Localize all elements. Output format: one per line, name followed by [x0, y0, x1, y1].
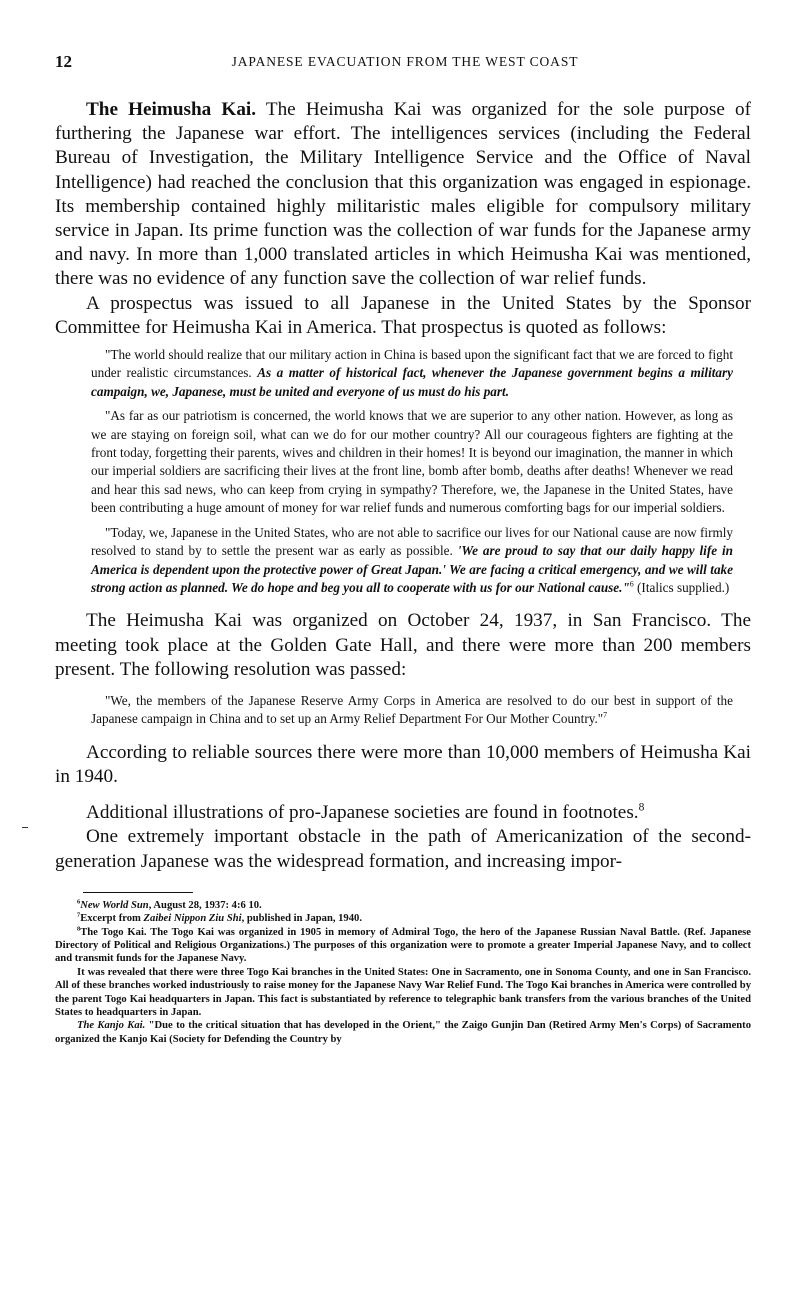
quote-paragraph [91, 524, 733, 598]
footnote-8 [55, 926, 751, 966]
paragraph-text: The Heimusha Kai was organized for the sole purpose of furthering the Japanese war effort. The intelligences services (including the Federal Bureau of Investigation, the Military Intelligence Service and the Office of Naval Intelligence) had reached the conclusion that this organization was engaged in espionage. Its membership contained highly militaristic males eligible for compulsory military service in Japan. Its prime function was the collection of war funds for the Japanese army and navy. In more than 1,000 translated articles in which Heimusha Kai was mentioned, there was no evidence of any function save the collection of war relief funds. [55, 99, 751, 290]
footnote-text: "Due to the critical situation that has developed in the Orient," the Zaigo Gunjin Dan (Retired Army Men's Corps) of Sacramento organized the Kanjo Kai (Society for Defending the Country by [55, 1020, 751, 1045]
paragraph-obstacle: One extremely important obstacle in the path of Americanization of the second-generation Japanese was the widespread formation, and increasing impor- [55, 826, 751, 872]
footnote-text: , published in Japan, 1940. [241, 913, 362, 925]
margin-mark [22, 827, 28, 828]
footnote-mark: 6 [77, 898, 81, 906]
quote-italic-text: 'We are proud to say that our daily happy life in America is dependent upon the protective power of Great Japan.' We are facing a critical emergency, and we will take strong action as planned. We do hope and beg you all to cooperate with us for our National cause." [91, 543, 733, 595]
paragraph-organization: The Heimusha Kai was organized on October 24, 1937, in San Francisco. The meeting took place at the Golden Gate Hall, and there were more than 200 members present. The following resolution was passed: [55, 610, 751, 680]
footnote-mark: 7 [77, 911, 81, 919]
quote-text: "The world should realize that our military action in China is based upon the significant fact that we are forced to fight under realistic circumstances. [91, 347, 733, 381]
footnote-text: The Togo Kai. The Togo Kai was organized in 1905 in memory of Admiral Togo, the hero of the Japanese Russian Naval Battle. (Ref. Japanese Directory of Political and Religious Organizations.) The purposes of this organization were to promote a greater Imperial Japanese Navy, and to collect and transmit funds for the Japanese Navy. [55, 926, 751, 965]
quote-paragraph: "As far as our patriotism is concerned, the world knows that we are superior to any other nation. However, as long as we are staying on foreign soil, what can we do for our mother country? All our courageous fighters are fighting at the front today, forgetting their parents, wives and children in their homes! It is beyond our imagination, the manner in which our imperial soldiers are sacrificing their lives at the front line, bomb after bomb, deaths after deaths! Whenever we read and hear this sad news, who can keep from crying in sympathy? Therefore, we, the Japanese in the United States, have been contributing a huge amount of money for war relief funds and numerous comforting bags for our imperial soldiers. [91, 408, 733, 516]
running-head: JAPANESE EVACUATION FROM THE WEST COAST [231, 54, 579, 69]
footnote-ref: 8 [638, 801, 645, 814]
page-body [55, 98, 751, 1046]
footnote-mark: 8 [77, 925, 81, 933]
paragraph-text: Additional illustrations of pro-Japanese societies are found in footnotes. [86, 802, 639, 824]
footnote-title: The Kanjo Kai. [77, 1020, 146, 1032]
footnote-7 [55, 912, 751, 925]
footnote-ref: 6 [629, 579, 634, 589]
quote-text: "Today, we, Japanese in the United States, who are not able to sacrifice our lives for our National cause are now firmly resolved to stand by to settle the present war as early as possible. [91, 524, 733, 559]
paragraph-prospectus: A prospectus was issued to all Japanese in the United States by the Sponsor Committee for Heimusha Kai in America. That prospectus is quoted as follows: [55, 292, 751, 338]
paragraph-additional [55, 801, 751, 825]
footnotes [55, 888, 751, 1046]
footnote-8-kanjo-kai [55, 1019, 751, 1046]
footnote-ref: 7 [603, 710, 608, 720]
quote-text: (Italics supplied.) [633, 579, 730, 595]
footnote-8-continued: It was revealed that there were three Togo Kai branches in the United States: One in Sacramento, one in Sonoma County, and one in San Francisco. All of these branches worked industriously to raise money for the Japanese Navy War Relief Fund. The Togo Kai branches in America were controlled by the parent Togo Kai headquarters in Japan. This fact is substantiated by reference to telegraphic bank transfers from the various branches of the United States to headquarters in Japan. [55, 966, 751, 1018]
footnote-text: Excerpt from [80, 913, 144, 925]
page-header [55, 52, 755, 76]
paragraph-lead: The Heimusha Kai. [86, 99, 257, 120]
quote-paragraph [91, 346, 733, 401]
quote-text: "We, the members of the Japanese Reserve Army Corps in America are resolved to do our best in support of the Japanese campaign in China and to set up an Army Relief Department For Our Mother Country." [91, 692, 733, 727]
quote-italic-text: As a matter of historical fact, whenever the Japanese government begins a military campaign, we, Japanese, must be united and everyone of us must do his part. [91, 365, 733, 399]
footnote-6 [55, 899, 751, 912]
footnote-rule [83, 892, 193, 893]
paragraph-membership: According to reliable sources there were more than 10,000 members of Heimusha Kai in 1940. [55, 741, 751, 787]
page-number: 12 [55, 52, 72, 71]
footnote-title: Zaibei Nippon Ziu Shi [143, 913, 242, 925]
footnote-text: , August 28, 1937: 4:6 10. [148, 899, 262, 911]
footnote-title: New World Sun [80, 899, 149, 911]
quote-paragraph [91, 692, 733, 729]
prospectus-quote [91, 346, 733, 597]
resolution-quote [91, 692, 733, 729]
paragraph-heimusha-kai [55, 98, 751, 292]
